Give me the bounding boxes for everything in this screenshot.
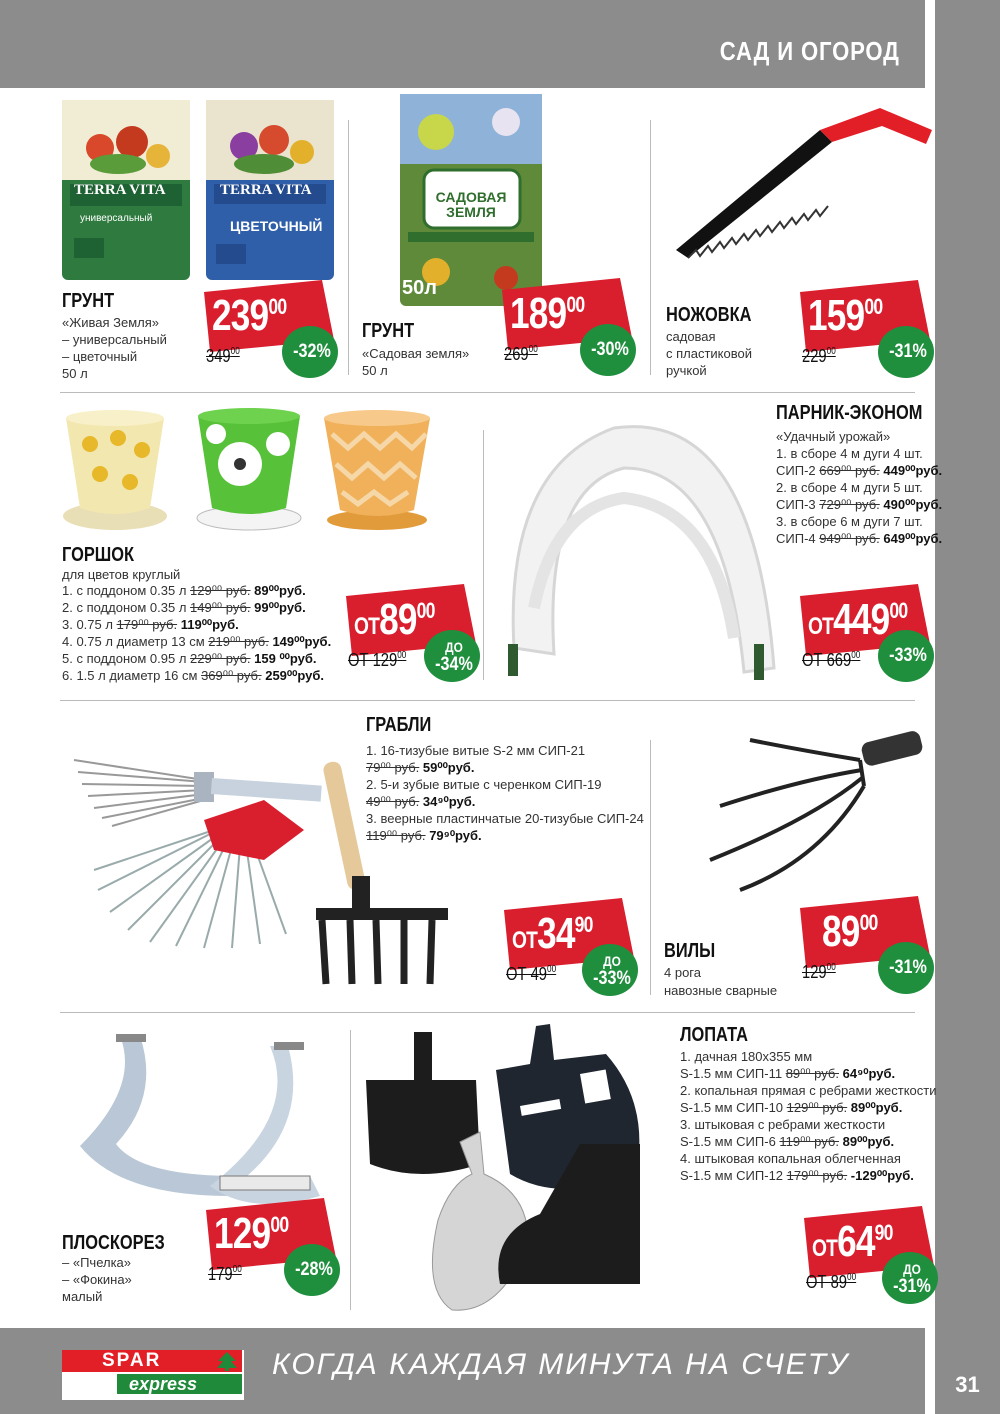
discount-badge: -31% [889, 341, 927, 362]
price-tag [202, 1198, 342, 1298]
price-tag [800, 1206, 940, 1306]
price-value: $89^{00}$ [822, 907, 878, 956]
list-item: 2. 5-и зубые витые с черенком СИП-19 [366, 777, 602, 792]
price-value: $159^{00}$ [808, 291, 883, 340]
list-item: 2. с поддоном 0.35 л 149⁰⁰ руб. 99⁰⁰руб. [62, 600, 306, 615]
price-tag [796, 896, 936, 996]
list-item: 3. в сборе 6 м дуги 7 шт. [776, 514, 923, 529]
product-subtitle: «Удачный урожай» [776, 429, 891, 444]
list-item: S-1.5 мм СИП-6 119⁰⁰ руб. 89⁰⁰руб. [680, 1134, 895, 1149]
column-divider [348, 120, 349, 375]
old-price: $229^{00}$ [802, 346, 836, 366]
logo-spar-text: SPAR [62, 1350, 212, 1372]
old-price: ОТ $669^{00}$ [802, 650, 861, 670]
flat-cutter-image [60, 1026, 340, 1226]
price-value: $ОТ64^{90}$ [812, 1217, 893, 1266]
discount-badge: ДО -34% [435, 639, 473, 675]
list-item: 1. дачная 180х355 мм [680, 1049, 813, 1064]
bag1-subtitle: универсальный [80, 213, 153, 224]
section-title: САД И ОГОРОД [719, 36, 900, 66]
row-divider [60, 700, 915, 701]
page-number: 31 [955, 1372, 980, 1397]
price-value: $239^{00}$ [212, 291, 287, 340]
discount-badge: ДО -33% [593, 953, 631, 989]
list-item: 5. с поддоном 0.95 л 229⁰⁰ руб. 159 ⁰⁰руб. [62, 651, 317, 666]
list-item: 4. 0.75 л диаметр 13 см 219⁰⁰ руб. 149⁰⁰руб. [62, 634, 332, 649]
product-title: ГРАБЛИ [366, 714, 432, 736]
product-desc-line: – универсальный [62, 332, 167, 347]
list-item: 4. штыковая копальная облегченная [680, 1151, 901, 1166]
footer-slogan: КОГДА КАЖДАЯ МИНУТА НА СЧЕТУ [272, 1348, 850, 1381]
list-item: S-1.5 мм СИП-10 129⁰⁰ руб. 89⁰⁰руб. [680, 1100, 903, 1115]
bag2-brand: TERRA VITA [220, 182, 312, 198]
pot-orange-image [318, 404, 436, 534]
product-desc-line: «Садовая земля» [362, 346, 470, 361]
product-desc-line: ручкой [666, 363, 707, 378]
product-desc-line: садовая [666, 329, 716, 344]
price-tag [500, 898, 640, 998]
list-item: 3. 0.75 л 179⁰⁰ руб. 119⁰⁰руб. [62, 617, 239, 632]
shovels-image [360, 1024, 660, 1314]
pot-yellow-image [56, 404, 174, 534]
product-desc-line: малый [62, 1289, 103, 1304]
saw-image [670, 100, 940, 260]
product-desc-line: 4 рога [664, 965, 701, 980]
price-tag [796, 280, 936, 380]
price-value: $129^{00}$ [214, 1209, 289, 1258]
product-desc-line: – цветочный [62, 349, 138, 364]
pot-green-image [190, 404, 308, 534]
list-item: 119⁰⁰ руб. 79⁹⁰руб. [366, 828, 482, 843]
price-tag [796, 584, 936, 684]
row-divider [60, 392, 915, 393]
rakes-image [64, 720, 334, 950]
column-divider [650, 740, 651, 995]
discount-badge: -28% [295, 1259, 333, 1280]
price-value: $ОТ449^{00}$ [808, 595, 908, 644]
list-item: 1. в сборе 4 м дуги 4 шт. [776, 446, 923, 461]
old-price: ОТ $129^{00}$ [348, 650, 407, 670]
product-title: ПЛОСКОРЕЗ [62, 1232, 165, 1254]
list-item: СИП-3 729⁰⁰ руб. 490⁰⁰руб. [776, 497, 943, 512]
bag1-brand: TERRA VITA [74, 182, 166, 198]
column-divider [350, 1030, 351, 1310]
list-item: 3. штыковая с ребрами жесткости [680, 1117, 886, 1132]
list-item: 1. с поддоном 0.35 л 129⁰⁰ руб. 89⁰⁰руб. [62, 583, 306, 598]
list-item: S-1.5 мм СИП-11 89⁰⁰ руб. 64⁹⁰руб. [680, 1066, 896, 1081]
row-divider [60, 1012, 915, 1013]
price-value: $ОТ89^{00}$ [354, 595, 435, 644]
discount-badge: -30% [591, 339, 629, 360]
product-desc-line: – «Пчелка» [62, 1255, 132, 1270]
old-price: ОТ $89^{00}$ [806, 1272, 857, 1292]
old-price: $129^{00}$ [802, 962, 836, 982]
price-tag [342, 584, 482, 684]
header-corner [935, 0, 1000, 88]
column-divider [650, 120, 651, 375]
list-item: СИП-4 949⁰⁰ руб. 649⁰⁰руб. [776, 531, 943, 546]
side-strip [935, 88, 1000, 1328]
column-divider [483, 430, 484, 680]
price-value: $ОТ34^{90}$ [512, 909, 593, 958]
product-title: ГРУНТ [62, 290, 115, 312]
product-title: ГОРШОК [62, 544, 135, 566]
price-tag [498, 278, 638, 378]
bag-volume: 50л [402, 277, 437, 299]
product-title: НОЖОВКА [666, 304, 752, 326]
discount-badge: -32% [293, 341, 331, 362]
list-item: 79⁰⁰ руб. 59⁰⁰руб. [366, 760, 475, 775]
discount-badge: -33% [889, 645, 927, 666]
list-item: 1. 16-тизубые витые S-2 мм СИП-21 [366, 743, 586, 758]
product-title: ПАРНИК-ЭКОНОМ [776, 402, 923, 424]
old-price: ОТ $49^{00}$ [506, 964, 557, 984]
greenhouse-image [494, 408, 794, 684]
product-subtitle: для цветов круглый [62, 567, 181, 582]
list-item: 49⁰⁰ руб. 34⁹⁰руб. [366, 794, 476, 809]
tree-icon [212, 1350, 242, 1372]
bag-label: САДОВАЯ ЗЕМЛЯ [435, 189, 507, 220]
list-item: 2. копальная прямая с ребрами жесткости [680, 1083, 937, 1098]
product-title: ВИЛЫ [664, 940, 716, 962]
old-price: $349^{00}$ [206, 346, 240, 366]
list-item: 2. в сборе 4 м дуги 5 шт. [776, 480, 923, 495]
discount-badge: -31% [889, 957, 927, 978]
product-desc-line: 50 л [62, 366, 88, 381]
price-value: $189^{00}$ [510, 289, 585, 338]
old-price: $179^{00}$ [208, 1264, 242, 1284]
list-item: СИП-2 669⁰⁰ руб. 449⁰⁰руб. [776, 463, 943, 478]
list-item: 6. 1.5 л диаметр 16 см 369⁰⁰ руб. 259⁰⁰руб. [62, 668, 324, 683]
product-title: ГРУНТ [362, 320, 415, 342]
spar-express-logo [62, 1350, 244, 1400]
product-desc-line: – «Фокина» [62, 1272, 132, 1287]
product-desc-line: «Живая Земля» [62, 315, 160, 330]
discount-badge: ДО -31% [893, 1261, 931, 1297]
logo-express-text: express [117, 1374, 242, 1394]
bag2-subtitle: ЦВЕТОЧНЫЙ [230, 218, 323, 234]
product-desc-line: с пластиковой [666, 346, 752, 361]
old-price: $269^{00}$ [504, 344, 538, 364]
list-item: 3. веерные пластинчатые 20-тизубые СИП-24 [366, 811, 644, 826]
pitchfork-image [700, 730, 930, 900]
list-item: S-1.5 мм СИП-12 179⁰⁰ руб. -129⁰⁰руб. [680, 1168, 914, 1183]
price-tag [200, 280, 340, 380]
product-title: ЛОПАТА [680, 1024, 748, 1046]
product-desc-line: навозные сварные [664, 983, 778, 998]
product-desc-line: 50 л [362, 363, 388, 378]
